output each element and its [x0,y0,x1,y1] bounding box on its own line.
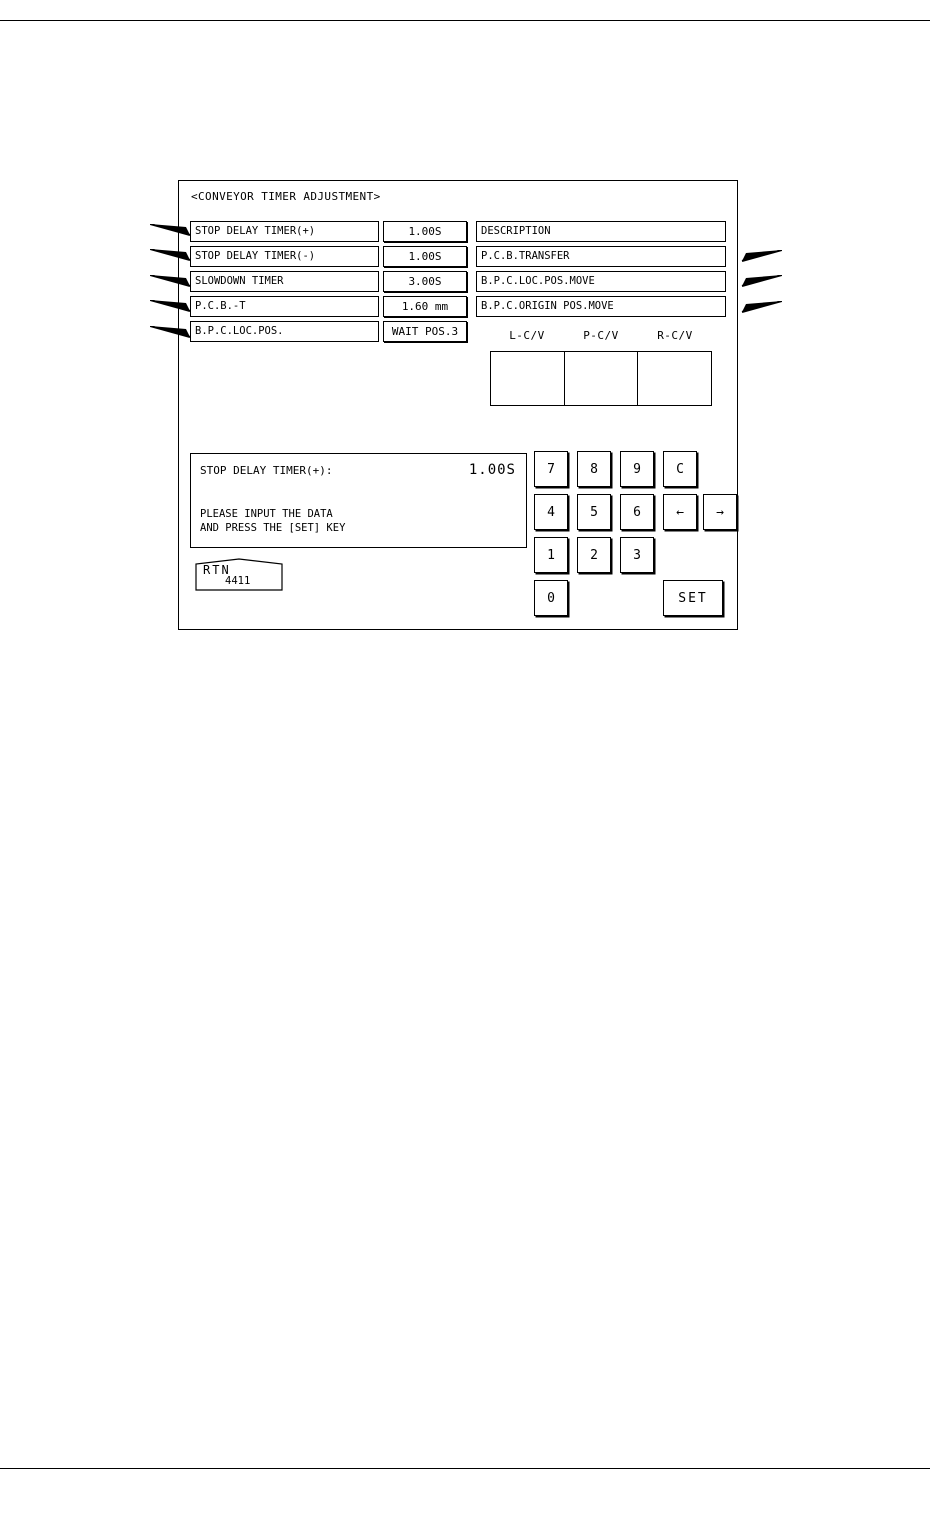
conveyor-labels [490,329,712,342]
key-7[interactable]: 7 [534,451,568,487]
description-item[interactable]: B.P.C.LOC.POS.MOVE [476,271,726,292]
page-title: <CONVEYOR TIMER ADJUSTMENT> [191,190,381,203]
conveyor-box-left[interactable] [490,351,565,406]
description-item[interactable]: B.P.C.ORIGIN POS.MOVE [476,296,726,317]
hmi-screen-panel [178,180,738,630]
page-bottom-rule [0,1468,930,1469]
parameter-row[interactable] [190,221,467,242]
numeric-keypad [534,451,726,617]
key-0[interactable]: 0 [534,580,568,616]
message-field-name: STOP DELAY TIMER(+): [200,464,333,477]
parameter-label: B.P.C.LOC.POS. [190,321,379,342]
message-line-1: PLEASE INPUT THE DATA [200,508,333,520]
arrow-right-icon[interactable]: → [703,494,737,530]
parameter-list [190,221,467,346]
description-header: DESCRIPTION [476,221,726,242]
callout-arrow [150,300,192,312]
key-1[interactable]: 1 [534,537,568,573]
parameter-value[interactable]: 3.00S [383,271,467,292]
page-top-rule [0,20,930,21]
parameter-value[interactable]: WAIT POS.3 [383,321,467,342]
callout-arrow [150,224,192,236]
conveyor-selector [490,351,712,406]
key-8[interactable]: 8 [577,451,611,487]
parameter-value[interactable]: 1.60 mm [383,296,467,317]
callout-arrow [740,301,782,313]
key-4[interactable]: 4 [534,494,568,530]
conveyor-box-right[interactable] [637,351,712,406]
parameter-row[interactable] [190,246,467,267]
callout-arrow [150,249,192,261]
message-area [190,453,527,548]
key-clear[interactable]: C [663,451,697,487]
key-6[interactable]: 6 [620,494,654,530]
parameter-row[interactable] [190,296,467,317]
callout-arrow [740,250,782,262]
callout-arrow [150,275,192,287]
callout-arrow [740,275,782,287]
callout-arrow [150,326,192,338]
parameter-value[interactable]: 1.00S [383,246,467,267]
description-list [476,221,726,321]
return-button-code: 4411 [225,575,251,587]
parameter-label: STOP DELAY TIMER(-) [190,246,379,267]
key-5[interactable]: 5 [577,494,611,530]
return-button[interactable] [195,558,283,591]
parameter-row[interactable] [190,321,467,342]
set-button[interactable]: SET [663,580,723,616]
parameter-label: P.C.B.-T [190,296,379,317]
return-button-label: RTN [203,563,231,577]
parameter-value[interactable]: 1.00S [383,221,467,242]
message-field-value: 1.00S [468,462,516,478]
conveyor-label-center: P-C/V [583,329,619,342]
parameter-label: SLOWDOWN TIMER [190,271,379,292]
message-line-2: AND PRESS THE [SET] KEY [200,522,346,534]
arrow-left-icon[interactable]: ← [663,494,697,530]
key-2[interactable]: 2 [577,537,611,573]
key-3[interactable]: 3 [620,537,654,573]
description-item[interactable]: P.C.B.TRANSFER [476,246,726,267]
key-9[interactable]: 9 [620,451,654,487]
conveyor-box-center[interactable] [564,351,639,406]
parameter-label: STOP DELAY TIMER(+) [190,221,379,242]
conveyor-label-left: L-C/V [509,329,545,342]
parameter-row[interactable] [190,271,467,292]
conveyor-label-right: R-C/V [657,329,693,342]
